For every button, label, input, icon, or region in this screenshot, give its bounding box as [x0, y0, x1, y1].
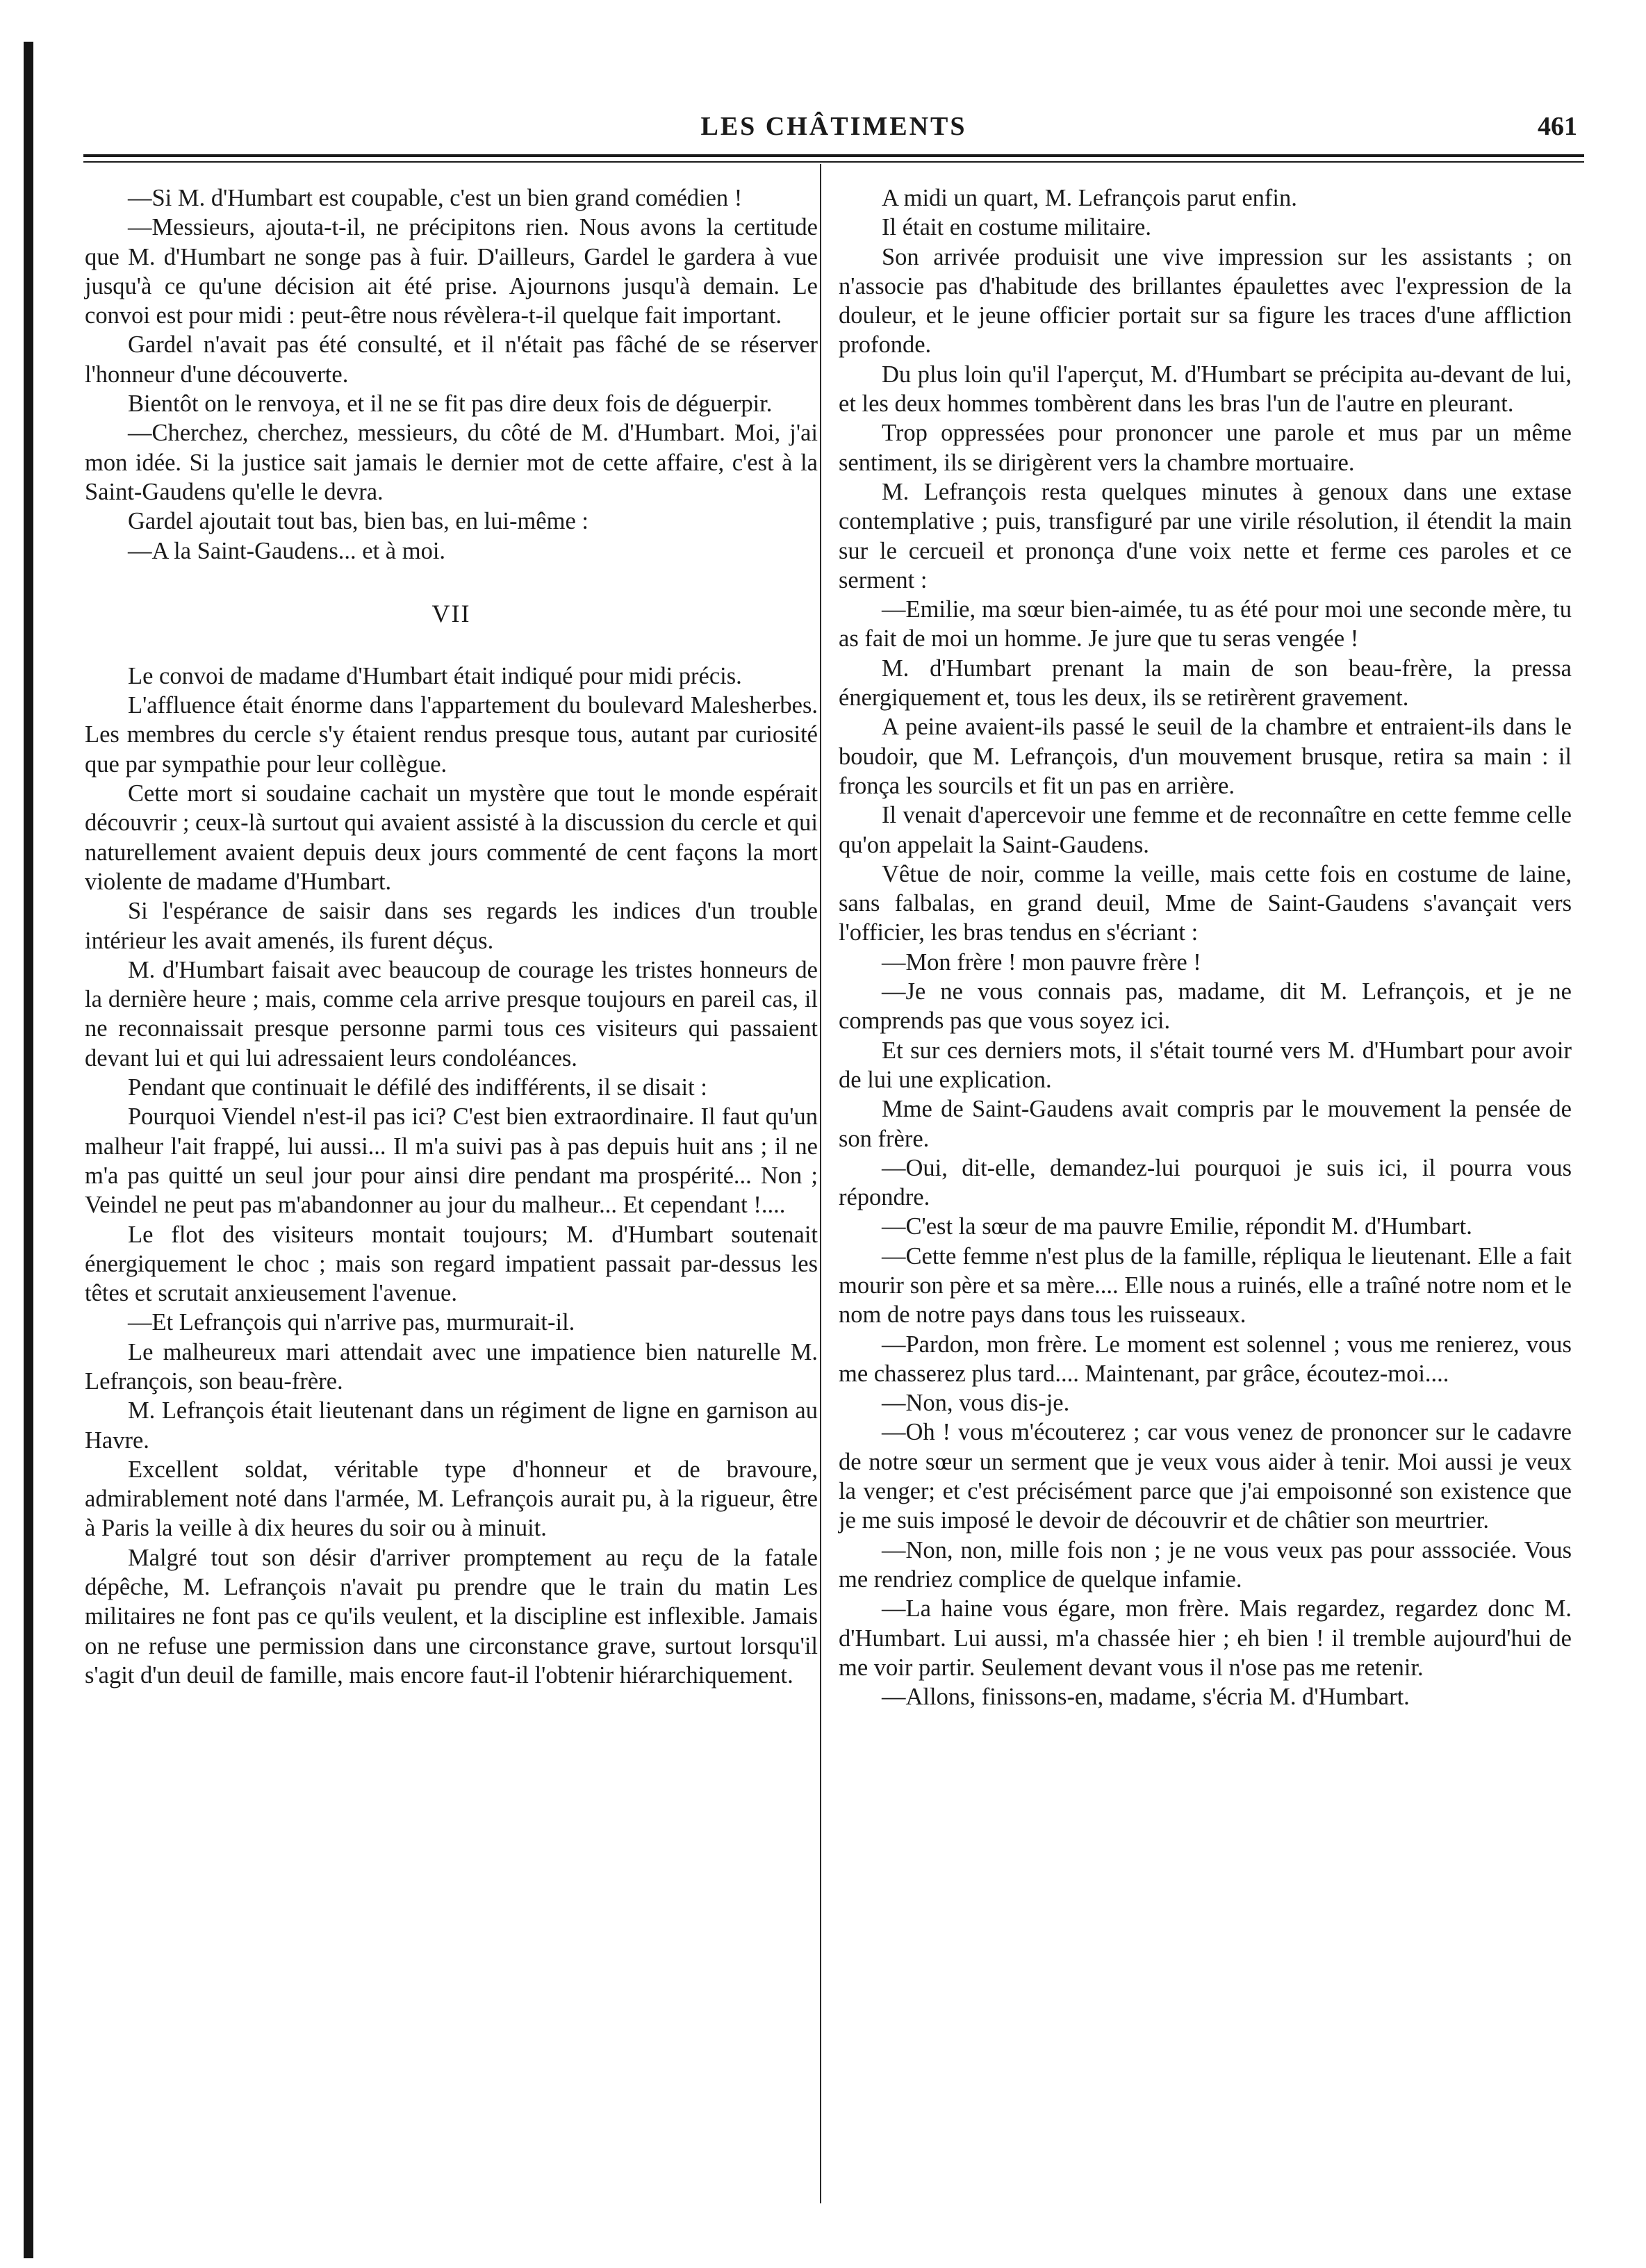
chapter-heading: VII — [431, 599, 471, 627]
paragraph: —Et Lefrançois qui n'arrive pas, murmurait-il. — [128, 1309, 575, 1336]
paragraph: Il était en costume militaire. — [882, 214, 1151, 241]
paragraph: —Non, non, mille fois non ; je ne vous veux pas pour asssociée. Vous me rendriez complice de quelque infamie. — [839, 1536, 1572, 1593]
paragraph: Excellent soldat, véritable type d'honneur et de bravoure, admirablement noté dans l'armée, M. Lefrançois aurait pu, à la rigueur, être à Paris la veille à dix heures du soir ou à minuit. — [85, 1456, 818, 1542]
paragraph: L'affluence était énorme dans l'appartement du boulevard Malesherbes. Les membres du cercle s'y étaient rendus presque tous, autant par curiosité que par sympathie pour leur collègue. — [85, 692, 818, 778]
paragraph: Il venait d'apercevoir une femme et de reconnaître en cette femme celle qu'on appelait la Saint-Gaudens. — [839, 802, 1572, 858]
paragraph: M. Lefrançois resta quelques minutes à genoux dans une extase contemplative ; puis, transfiguré par une virile résolution, il étendit la main sur le cercueil et prononça d'une voix nette et ferme ces paroles et ce serment : — [839, 478, 1572, 593]
page-number: 461 — [1538, 112, 1577, 141]
paragraph: Si l'espérance de saisir dans ses regards les indices d'un trouble intérieur les avait amenés, ils furent déçus. — [85, 898, 818, 954]
running-title: LES CHÂTIMENTS — [700, 112, 967, 141]
paragraph: M. d'Humbart prenant la main de son beau-frère, la pressa énergiquement et, tous les deux, ils se retirèrent gravement. — [839, 655, 1572, 712]
paragraph: M. Lefrançois était lieutenant dans un régiment de ligne en garnison au Havre. — [85, 1397, 818, 1454]
paragraph: —Cette femme n'est plus de la famille, répliqua le lieutenant. Elle a fait mourir son père et sa mère.... Elle nous a ruinés, elle a traîné notre nom et le nom de notre pays dans tous les ruisseaux. — [839, 1242, 1572, 1329]
page-edge-binding-bar — [24, 42, 33, 2258]
paragraph: A peine avaient-ils passé le seuil de la chambre et entraient-ils dans le boudoir, que M. Lefrançois, d'un mouvement brusque, retira sa main : il fronça les sourcils et fit un pas en arrière. — [839, 714, 1572, 799]
page-header — [83, 111, 1584, 153]
paragraph: —Oh ! vous m'écouterez ; car vous venez de prononcer sur le cadavre de notre sœur un serment que je veux vous aider à tenir. Moi aussi je veux la venger; et c'est précisément parce que j'ai empoisonné son existence que je me suis imposé le devoir de découvrir et de châtier son meurtrier. — [839, 1419, 1572, 1534]
paragraph: Malgré tout son désir d'arriver promptement au reçu de la fatale dépêche, M. Lefrançois n'avait pu prendre que le train du matin Les militaires ne font pas ce qu'ils veulent, et la discipline est inflexible. Jamais on ne refuse une permission dans une circonstance grave, surtout lorsqu'il s'agit d'un deuil de famille, mais encore faut-il l'obtenir hiérarchiquement. — [85, 1544, 818, 1688]
paragraph: —Mon frère ! mon pauvre frère ! — [882, 948, 1201, 976]
paragraph: —Emilie, ma sœur bien-aimée, tu as été pour moi une seconde mère, tu as fait de moi un homme. Je jure que tu seras vengée ! — [839, 596, 1572, 652]
paragraph: Le flot des visiteurs montait toujours; M. d'Humbart soutenait énergiquement le choc ; mais son regard impatient passait par-dessus les têtes et scrutait anxieusement l'avenue. — [85, 1221, 818, 1307]
left-column — [85, 183, 818, 1690]
paragraph: —Oui, dit-elle, demandez-lui pourquoi je suis ici, il pourra vous répondre. — [839, 1154, 1572, 1211]
paragraph: —Pardon, mon frère. Le moment est solennel ; vous me renierez, vous me chasserez plus tard.... Maintenant, par grâce, écoutez-moi.... — [839, 1331, 1572, 1387]
header-rule-thin — [83, 161, 1584, 163]
column-divider — [820, 164, 821, 2203]
paragraph: Bientôt on le renvoya, et il ne se fit pas dire deux fois de déguerpir. — [128, 391, 773, 418]
paragraph: —Non, vous dis-je. — [882, 1390, 1070, 1417]
paragraph: —Allons, finissons-en, madame, s'écria M. d'Humbart. — [882, 1684, 1410, 1711]
paragraph: Le convoi de madame d'Humbart était indiqué pour midi précis. — [128, 662, 742, 689]
paragraph: Et sur ces derniers mots, il s'était tourné vers M. d'Humbart pour avoir de lui une explication. — [839, 1037, 1572, 1093]
paragraph: Le malheureux mari attendait avec une impatience bien naturelle M. Lefrançois, son beau-frère. — [85, 1338, 818, 1395]
paragraph: Du plus loin qu'il l'aperçut, M. d'Humbart se précipita au-devant de lui, et les deux hommes tombèrent dans les bras l'un de l'autre en pleurant. — [839, 361, 1572, 418]
paragraph: Cette mort si soudaine cachait un mystère que tout le monde espérait découvrir ; ceux-là surtout qui avaient assisté à la discussion du cercle et qui naturellement avaient depuis deux jours commenté de cent façons la mort violente de madame d'Humbart. — [85, 780, 818, 895]
right-column — [839, 183, 1572, 1711]
paragraph: —La haine vous égare, mon frère. Mais regardez, regardez donc M. d'Humbart. Lui aussi, m'a chassée hier ; eh bien ! il tremble aujourd'hui de me voir partir. Seulement devant vous il n'ose pas me retenir. — [839, 1595, 1572, 1681]
paragraph: Son arrivée produisit une vive impression sur les assistants ; on n'associe pas d'habitude des brillantes épaulettes avec l'expression de la douleur, et le jeune officier portait sur sa figure les traces d'une affliction profonde. — [839, 243, 1572, 359]
paragraph: —Messieurs, ajouta-t-il, ne précipitons rien. Nous avons la certitude que M. d'Humbart ne songe pas à fuir. D'ailleurs, Gardel le gardera à vue jusqu'à ce qu'une décision ait été prise. Ajournons jusqu'à demain. Le convoi est pour midi : peut-être nous révèlera-t-il quelque fait important. — [85, 214, 818, 329]
paragraph: M. d'Humbart faisait avec beaucoup de courage les tristes honneurs de la dernière heure ; mais, comme cela arrive presque toujours en pareil cas, il ne reconnaissait presque personne parmi tous ces visiteurs qui passaient devant lui et qui lui adressaient leurs condoléances. — [85, 956, 818, 1071]
paragraph: —C'est la sœur de ma pauvre Emilie, répondit M. d'Humbart. — [882, 1213, 1472, 1240]
paragraph: Gardel ajoutait tout bas, bien bas, en lui-même : — [128, 508, 589, 535]
paragraph: Vêtue de noir, comme la veille, mais cette fois en costume de laine, sans falbalas, en grand deuil, Mme de Saint-Gaudens s'avançait vers l'officier, les bras tendus en s'écriant : — [839, 860, 1572, 946]
paragraph: Trop oppressées pour prononcer une parole et mus par un même sentiment, ils se dirigèrent vers la chambre mortuaire. — [839, 420, 1572, 476]
paragraph: —Si M. d'Humbart est coupable, c'est un bien grand comédien ! — [128, 185, 743, 211]
paragraph: —Je ne vous connais pas, madame, dit M. Lefrançois, et je ne comprends pas que vous soyez ici. — [839, 978, 1572, 1035]
paragraph: Pendant que continuait le défilé des indifférents, il se disait : — [128, 1074, 707, 1101]
paragraph: Gardel n'avait pas été consulté, et il n'était pas fâché de se réserver l'honneur d'une découverte. — [85, 331, 818, 388]
header-rule-thick — [83, 154, 1584, 157]
paragraph: A midi un quart, M. Lefrançois parut enfin. — [882, 185, 1297, 211]
paragraph: —A la Saint-Gaudens... et à moi. — [128, 537, 446, 564]
paragraph: Mme de Saint-Gaudens avait compris par le mouvement la pensée de son frère. — [839, 1096, 1572, 1152]
paragraph: —Cherchez, cherchez, messieurs, du côté de M. d'Humbart. Moi, j'ai mon idée. Si la justice sait jamais le dernier mot de cette affaire, c'est à la Saint-Gaudens qu'elle le devra. — [85, 420, 818, 505]
paragraph: Pourquoi Viendel n'est-il pas ici? C'est bien extraordinaire. Il faut qu'un malheur l'ait frappé, lui aussi... Il m'a suivi pas à pas depuis huit ans ; il ne m'a pas quitté un seul jour pour ainsi dire pendant ma prospérité... Non ; Veindel ne peut pas m'abandonner au jour du malheur... Et cependant !.... — [85, 1103, 818, 1219]
